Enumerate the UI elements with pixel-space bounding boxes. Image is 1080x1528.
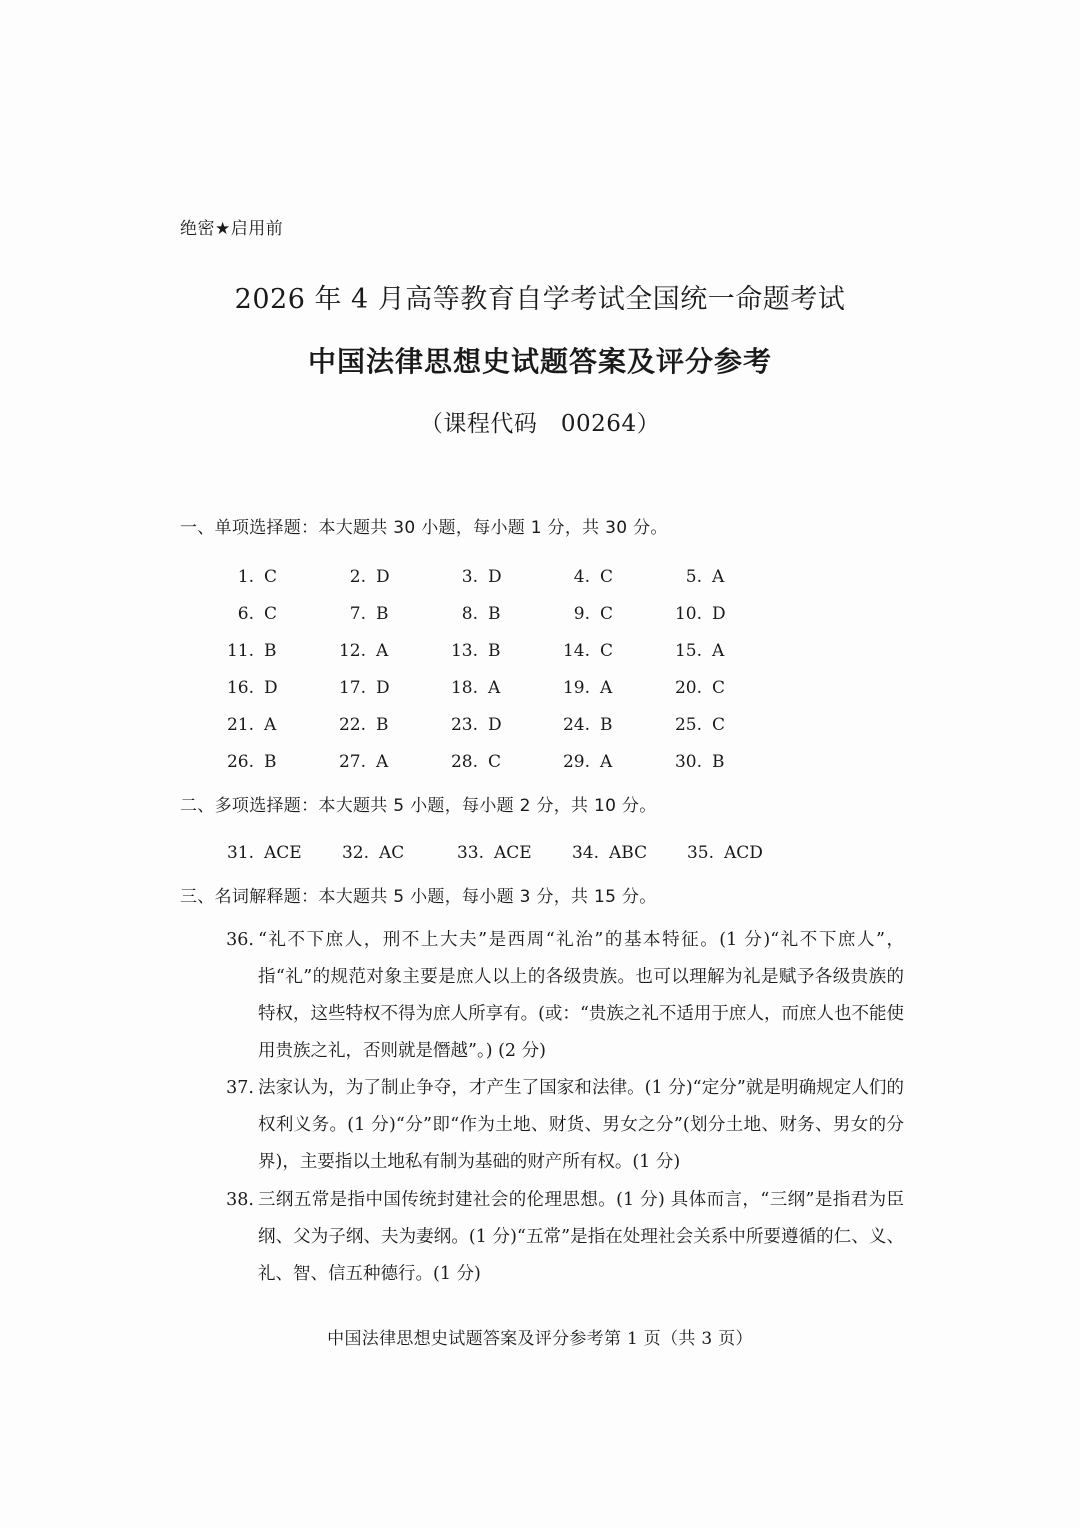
answer-row xyxy=(214,743,774,780)
question-number: 4. xyxy=(573,566,590,587)
answer-item xyxy=(438,641,550,661)
question-number: 34. xyxy=(571,842,599,863)
term-answer-36 xyxy=(214,922,904,1070)
question-number: 2. xyxy=(349,566,366,587)
question-number: 18. xyxy=(450,677,478,698)
answer-item xyxy=(550,678,662,698)
answer-letter: ACD xyxy=(724,842,763,863)
answer-item xyxy=(444,843,559,863)
question-number: 37. xyxy=(226,1078,254,1098)
answer-letter: C xyxy=(264,603,278,624)
section-heading-single-choice: 一、单项选择题：本大题共 30 小题，每小题 1 分，共 30 分。 xyxy=(180,518,668,538)
answer-item xyxy=(214,843,329,863)
multiple-choice-answer-grid xyxy=(214,834,814,871)
answer-letter: C xyxy=(712,677,726,698)
answer-letter: A xyxy=(712,566,725,587)
answer-row xyxy=(214,669,774,706)
answer-item xyxy=(326,715,438,735)
answer-item xyxy=(326,752,438,772)
question-number: 3. xyxy=(461,566,478,587)
question-number: 23. xyxy=(450,714,478,735)
answer-letter: B xyxy=(488,640,501,661)
answer-item xyxy=(550,641,662,661)
answer-item xyxy=(214,641,326,661)
answer-item xyxy=(326,678,438,698)
question-number: 9. xyxy=(573,603,590,624)
answer-letter: ABC xyxy=(609,842,648,863)
answer-item xyxy=(438,567,550,587)
answer-item xyxy=(559,843,674,863)
answer-row xyxy=(214,834,814,871)
answer-letter: A xyxy=(712,640,725,661)
answer-item xyxy=(662,752,774,772)
question-number: 28. xyxy=(450,751,478,772)
answer-letter: D xyxy=(488,714,502,735)
confidential-mark: 绝密★启用前 xyxy=(180,219,284,239)
answer-item xyxy=(662,678,774,698)
question-number: 13. xyxy=(450,640,478,661)
question-number: 1. xyxy=(237,566,254,587)
answer-letter: C xyxy=(600,603,614,624)
answer-item xyxy=(662,641,774,661)
answer-item xyxy=(214,715,326,735)
answer-letter: A xyxy=(600,677,613,698)
answer-item xyxy=(214,678,326,698)
question-number: 12. xyxy=(338,640,366,661)
answer-letter: ACE xyxy=(494,842,532,863)
answer-item xyxy=(662,715,774,735)
answer-letter: C xyxy=(600,640,614,661)
question-number: 10. xyxy=(674,603,702,624)
question-number: 30. xyxy=(674,751,702,772)
answer-item xyxy=(550,715,662,735)
answer-item xyxy=(438,715,550,735)
question-number: 38. xyxy=(226,1190,254,1210)
answer-item xyxy=(214,567,326,587)
exam-title: 2026 年 4 月高等教育自学考试全国统一命题考试 xyxy=(234,284,846,315)
answer-row xyxy=(214,632,774,669)
answer-letter: B xyxy=(488,603,501,624)
answer-letter: D xyxy=(376,566,390,587)
answer-letter: B xyxy=(264,751,277,772)
question-number: 15. xyxy=(674,640,702,661)
answer-letter: C xyxy=(712,714,726,735)
question-number: 36. xyxy=(226,930,254,950)
answer-letter: A xyxy=(488,677,501,698)
question-number: 5. xyxy=(685,566,702,587)
answer-text: 法家认为，为了制止争夺，才产生了国家和法律。(1 分)“定分”就是明确规定人们的权利义务。(1 分)“分”即“作为土地、财货、男女之分”(划分土地、财务、男女的分界)，主要指以土地私有制为基础的财产所有权。(1 分) xyxy=(258,1078,904,1172)
term-answer-37 xyxy=(214,1070,904,1181)
answer-row xyxy=(214,558,774,595)
document-title: 中国法律思想史试题答案及评分参考 xyxy=(307,345,772,378)
section-heading-term-explanation: 三、名词解释题：本大题共 5 小题，每小题 3 分，共 15 分。 xyxy=(180,887,657,907)
answer-letter: A xyxy=(264,714,277,735)
answer-text: “礼不下庶人，刑不上大夫”是西周“礼治”的基本特征。(1 分)“礼不下庶人”，指“礼”的规范对象主要是庶人以上的各级贵族。也可以理解为礼是赋予各级贵族的特权，这些特权不得为庶人所享有。(或：“贵族之礼不适用于庶人，而庶人也不能使用贵族之礼，否则就是僭越”。) (2 分) xyxy=(258,930,904,1061)
question-number: 24. xyxy=(562,714,590,735)
question-number: 22. xyxy=(338,714,366,735)
question-number: 29. xyxy=(562,751,590,772)
question-number: 17. xyxy=(338,677,366,698)
answer-letter: D xyxy=(488,566,502,587)
question-number: 8. xyxy=(461,603,478,624)
question-number: 20. xyxy=(674,677,702,698)
question-number: 31. xyxy=(226,842,254,863)
question-number: 21. xyxy=(226,714,254,735)
question-number: 26. xyxy=(226,751,254,772)
answer-item xyxy=(214,752,326,772)
answer-item xyxy=(214,604,326,624)
answer-item xyxy=(326,567,438,587)
question-number: 19. xyxy=(562,677,590,698)
section-heading-multiple-choice: 二、多项选择题：本大题共 5 小题，每小题 2 分，共 10 分。 xyxy=(180,796,657,816)
question-number: 32. xyxy=(341,842,369,863)
answer-letter: B xyxy=(264,640,277,661)
answer-item xyxy=(550,752,662,772)
answer-letter: C xyxy=(600,566,614,587)
question-number: 35. xyxy=(686,842,714,863)
answer-item xyxy=(662,604,774,624)
answer-text: 三纲五常是指中国传统封建社会的伦理思想。(1 分) 具体而言，“三纲”是指君为臣纲、父为子纲、夫为妻纲。(1 分)“五常”是指在处理社会关系中所要遵循的仁、义、礼、智、信五种德行。(1 分) xyxy=(258,1190,904,1284)
term-answer-38 xyxy=(214,1182,904,1293)
answer-item xyxy=(662,567,774,587)
answer-item xyxy=(438,604,550,624)
answer-letter: B xyxy=(600,714,613,735)
answer-letter: B xyxy=(376,714,389,735)
question-number: 16. xyxy=(226,677,254,698)
answer-item xyxy=(550,604,662,624)
answer-item xyxy=(438,752,550,772)
answer-letter: A xyxy=(600,751,613,772)
answer-letter: B xyxy=(712,751,725,772)
question-number: 6. xyxy=(237,603,254,624)
answer-item xyxy=(438,678,550,698)
answer-item xyxy=(326,641,438,661)
answer-item xyxy=(326,604,438,624)
answer-item xyxy=(329,843,444,863)
answer-letter: A xyxy=(376,751,389,772)
question-number: 27. xyxy=(338,751,366,772)
answer-letter: D xyxy=(712,603,726,624)
answer-row xyxy=(214,706,774,743)
answer-letter: D xyxy=(264,677,278,698)
question-number: 7. xyxy=(349,603,366,624)
answer-item xyxy=(674,843,789,863)
question-number: 33. xyxy=(456,842,484,863)
question-number: 14. xyxy=(562,640,590,661)
single-choice-answer-grid xyxy=(214,558,774,780)
answer-letter: C xyxy=(264,566,278,587)
answer-letter: AC xyxy=(379,842,405,863)
answer-letter: C xyxy=(488,751,502,772)
course-code: （课程代码 00264） xyxy=(419,411,661,437)
answer-letter: B xyxy=(376,603,389,624)
answer-letter: D xyxy=(376,677,390,698)
question-number: 25. xyxy=(674,714,702,735)
answer-row xyxy=(214,595,774,632)
question-number: 11. xyxy=(226,640,254,661)
answer-item xyxy=(550,567,662,587)
answer-letter: ACE xyxy=(264,842,302,863)
page-footer: 中国法律思想史试题答案及评分参考第 1 页（共 3 页） xyxy=(327,1329,753,1349)
answer-letter: A xyxy=(376,640,389,661)
